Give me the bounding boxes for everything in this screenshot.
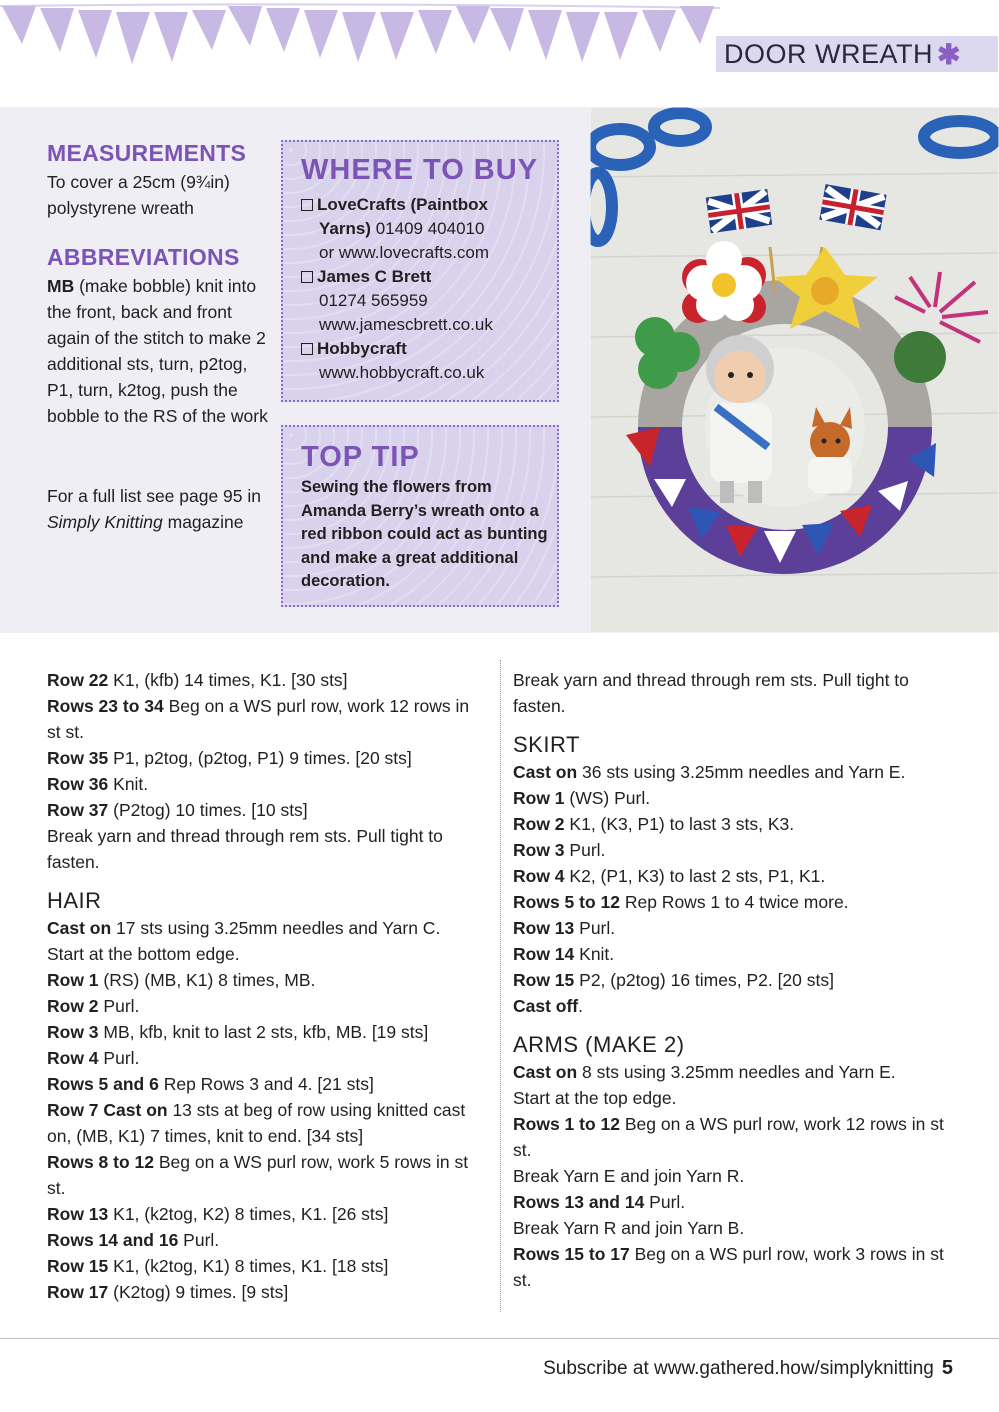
page-number: 5: [941, 1357, 953, 1379]
pattern-row-label: Rows 1 to 12: [513, 1114, 620, 1134]
pattern-line: [47, 1045, 487, 1071]
pattern-line: [513, 837, 958, 863]
pattern-row-label: Row 17: [47, 1282, 109, 1302]
pattern-line: [47, 771, 487, 797]
pattern-line: [47, 1097, 487, 1149]
pattern-row-label: Rows 5 to 12: [513, 892, 620, 912]
pattern-row-instruction: MB, kfb, knit to last 2 sts, kfb, MB. [19 sts]: [98, 1022, 429, 1042]
pattern-row-instruction: P2, (p2tog) 16 times, P2. [20 sts]: [574, 970, 834, 990]
abbreviation-term: MB: [47, 276, 75, 296]
pattern-row-instruction: 36 sts using 3.25mm needles and Yarn E.: [577, 762, 906, 782]
pattern-line: [47, 967, 487, 993]
pattern-row-instruction: (P2tog) 10 times. [10 sts]: [108, 800, 308, 820]
pattern-row-instruction: P1, p2tog, (p2tog, P1) 9 times. [20 sts]: [108, 748, 412, 768]
pattern-row-label: Row 22: [47, 670, 109, 690]
pattern-row-instruction: K1, (kfb) 14 times, K1. [30 sts]: [108, 670, 348, 690]
pattern-block-arms: [513, 1059, 958, 1293]
pattern-line: [513, 1189, 958, 1215]
column-divider: [500, 660, 501, 1312]
where-to-buy-box: [281, 140, 559, 402]
magazine-name: Simply Knitting: [47, 512, 163, 532]
top-tip-box: [281, 425, 559, 607]
pattern-row-label: Row 2: [513, 814, 565, 834]
pattern-row-instruction: Start at the top edge.: [513, 1088, 677, 1108]
pattern-row-instruction: K1, (k2tog, K1) 8 times, K1. [18 sts]: [108, 1256, 389, 1276]
shop-phone: 01274 565959: [319, 291, 428, 310]
bunting-decoration: [0, 0, 720, 80]
pattern-line: [47, 797, 487, 823]
pattern-row-label: Row 15: [513, 970, 575, 990]
pattern-line: [47, 1149, 487, 1201]
pattern-line: [47, 693, 487, 745]
asterisk-icon: ✱: [937, 38, 961, 70]
checkbox-icon: [301, 343, 313, 355]
pattern-row-instruction: Purl.: [98, 996, 140, 1016]
shop-hobbycraft: [301, 337, 557, 385]
pattern-row-instruction: Break yarn and thread through rem sts. Pull tight to fasten.: [47, 826, 443, 872]
abbreviations-text: [47, 273, 269, 429]
shop-url: www.hobbycraft.co.uk: [319, 363, 485, 382]
pattern-block-skirt: [513, 759, 958, 1019]
pattern-row-instruction: Break yarn and thread through rem sts. Pull tight to fasten.: [513, 670, 909, 716]
shop-phone: 01409 404010: [370, 219, 485, 238]
abbreviation-definition: (make bobble) knit into the front, back and front again of the stitch to make 2 additional sts, turn, p2tog, P1, turn, k2tog, push the bobble to the RS of the work: [47, 276, 268, 426]
arms-heading: ARMS (MAKE 2): [513, 1032, 685, 1057]
subscribe-text: Subscribe at www.gathered.how/simplyknitting: [543, 1358, 934, 1379]
section-tag: [716, 36, 998, 72]
pattern-line: [47, 993, 487, 1019]
pattern-line: [513, 1111, 958, 1163]
pattern-row-instruction: K2, (P1, K3) to last 2 sts, P1, K1.: [564, 866, 826, 886]
measurements-text: To cover a 25cm (9¾in) polystyrene wreath: [47, 172, 230, 218]
pattern-row-instruction: Purl.: [178, 1230, 220, 1250]
pattern-row-instruction: Break Yarn E and join Yarn R.: [513, 1166, 745, 1186]
pattern-column-left: [47, 667, 487, 1305]
section-title: DOOR WREATH: [724, 38, 933, 69]
pattern-line: [513, 915, 958, 941]
where-to-buy-heading: WHERE TO BUY: [301, 154, 539, 186]
pattern-line: [513, 889, 958, 915]
pattern-line: [513, 811, 958, 837]
pattern-block-finish: [513, 667, 958, 719]
pattern-line: [47, 1227, 487, 1253]
shop-url: www.jamescbrett.co.uk: [319, 315, 493, 334]
pattern-row-instruction: Beg on a WS purl row, work 12 rows in st st.: [513, 1114, 944, 1160]
shop-name: Hobbycraft: [317, 339, 407, 358]
pattern-line: [513, 863, 958, 889]
pattern-row-instruction: Rep Rows 1 to 4 twice more.: [619, 892, 849, 912]
shop-name: James C Brett: [317, 267, 432, 286]
pattern-row-instruction: K1, (k2tog, K2) 8 times, K1. [26 sts]: [108, 1204, 389, 1224]
pattern-row-instruction: Purl.: [98, 1048, 140, 1068]
pattern-row-instruction: Beg on a WS purl row, work 12 rows in st st.: [47, 696, 470, 742]
pattern-line: [47, 1201, 487, 1227]
pattern-row-label: Row 3: [47, 1022, 99, 1042]
pattern-line: [47, 823, 487, 875]
pattern-line: [47, 667, 487, 693]
pattern-row-label: Cast on: [513, 762, 578, 782]
pattern-row-label: Row 35: [47, 748, 109, 768]
pattern-row-label: Cast off: [513, 996, 579, 1016]
hair-heading: HAIR: [47, 888, 102, 913]
pattern-row-label: Row 1: [47, 970, 99, 990]
pattern-line: [513, 1085, 958, 1111]
pattern-row-label: Rows 13 and 14: [513, 1192, 645, 1212]
pattern-row-instruction: Knit.: [108, 774, 149, 794]
pattern-line: [513, 1163, 958, 1189]
pattern-row-label: Rows 23 to 34: [47, 696, 164, 716]
pattern-row-instruction: Rep Rows 3 and 4. [21 sts]: [158, 1074, 374, 1094]
pattern-row-instruction: 8 sts using 3.25mm needles and Yarn E.: [577, 1062, 896, 1082]
pattern-row-instruction: Knit.: [574, 944, 615, 964]
checkbox-icon: [301, 199, 313, 211]
pattern-line: [513, 785, 958, 811]
pattern-line: [47, 941, 487, 967]
pattern-row-label: Row 4: [47, 1048, 99, 1068]
pattern-row-label: Row 7 Cast on: [47, 1100, 168, 1120]
pattern-row-instruction: 13 sts at beg of row using knitted cast on, (MB, K1) 7 times, knit to end. [34 sts]: [47, 1100, 466, 1146]
pattern-row-label: Rows 8 to 12: [47, 1152, 154, 1172]
pattern-line: [513, 759, 958, 785]
pattern-line: [513, 667, 958, 719]
full-list-end: magazine: [162, 512, 244, 532]
checkbox-icon: [301, 271, 313, 283]
pattern-row-label: Row 13: [513, 918, 575, 938]
pattern-line: [513, 1241, 958, 1293]
pattern-block-hair: [47, 915, 487, 1305]
top-tip-heading: TOP TIP: [301, 441, 420, 473]
footer: [543, 1357, 953, 1380]
abbreviations-heading: ABBREVIATIONS: [47, 244, 240, 270]
pattern-row-instruction: K1, (K3, P1) to last 3 sts, K3.: [564, 814, 795, 834]
pattern-row-label: Row 14: [513, 944, 575, 964]
pattern-block-head-end: [47, 667, 487, 875]
pattern-row-label: Rows 14 and 16: [47, 1230, 179, 1250]
pattern-row-label: Row 1: [513, 788, 565, 808]
pattern-line: [513, 993, 958, 1019]
pattern-row-instruction: Start at the bottom edge.: [47, 944, 240, 964]
full-list-note: [47, 483, 269, 535]
pattern-row-label: Rows 5 and 6: [47, 1074, 159, 1094]
pattern-row-label: Row 13: [47, 1204, 109, 1224]
pattern-row-instruction: .: [578, 996, 584, 1016]
pattern-row-instruction: Break Yarn R and join Yarn B.: [513, 1218, 745, 1238]
full-list-text: For a full list see page 95 in: [47, 486, 262, 506]
pattern-row-label: Row 4: [513, 866, 565, 886]
wreath-photo: [590, 107, 999, 633]
pattern-row-instruction: (K2tog) 9 times. [9 sts]: [108, 1282, 289, 1302]
pattern-line: [47, 1019, 487, 1045]
shop-jamescbrett: [301, 265, 557, 337]
shop-name-cont: Yarns): [319, 219, 371, 238]
pattern-line: [47, 1071, 487, 1097]
pattern-line: [47, 1253, 487, 1279]
measurements-heading: MEASUREMENTS: [47, 140, 247, 166]
pattern-row-label: Row 36: [47, 774, 109, 794]
footer-divider: [0, 1338, 999, 1339]
pattern-row-instruction: Beg on a WS purl row, work 5 rows in st st.: [47, 1152, 469, 1198]
top-tip-text: Sewing the flowers from Amanda Berry’s wreath onto a red ribbon could act as bunting and make a great additional decoration.: [301, 478, 548, 590]
shop-lovecrafts: [301, 193, 557, 265]
pattern-row-label: Rows 15 to 17: [513, 1244, 630, 1264]
pattern-row-instruction: (WS) Purl.: [564, 788, 651, 808]
shop-url: or www.lovecrafts.com: [319, 243, 490, 262]
pattern-line: [47, 915, 487, 941]
skirt-heading: SKIRT: [513, 732, 580, 757]
pattern-row-label: Cast on: [47, 918, 112, 938]
pattern-row-instruction: Purl.: [564, 840, 606, 860]
pattern-row-instruction: (RS) (MB, K1) 8 times, MB.: [98, 970, 316, 990]
shop-name: LoveCrafts (Paintbox: [317, 195, 488, 214]
pattern-row-label: Row 3: [513, 840, 565, 860]
pattern-line: [513, 967, 958, 993]
pattern-row-label: Row 37: [47, 800, 109, 820]
pattern-row-instruction: Purl.: [644, 1192, 686, 1212]
pattern-column-right: [513, 667, 958, 1293]
pattern-row-label: Row 2: [47, 996, 99, 1016]
pattern-row-label: Row 15: [47, 1256, 109, 1276]
pattern-line: [47, 1279, 487, 1305]
pattern-line: [47, 745, 487, 771]
pattern-row-instruction: Beg on a WS purl row, work 3 rows in st st.: [513, 1244, 944, 1290]
pattern-row-instruction: Purl.: [574, 918, 616, 938]
pattern-line: [513, 1059, 958, 1085]
pattern-line: [513, 941, 958, 967]
pattern-row-instruction: 17 sts using 3.25mm needles and Yarn C.: [111, 918, 441, 938]
pattern-row-label: Cast on: [513, 1062, 578, 1082]
pattern-line: [513, 1215, 958, 1241]
